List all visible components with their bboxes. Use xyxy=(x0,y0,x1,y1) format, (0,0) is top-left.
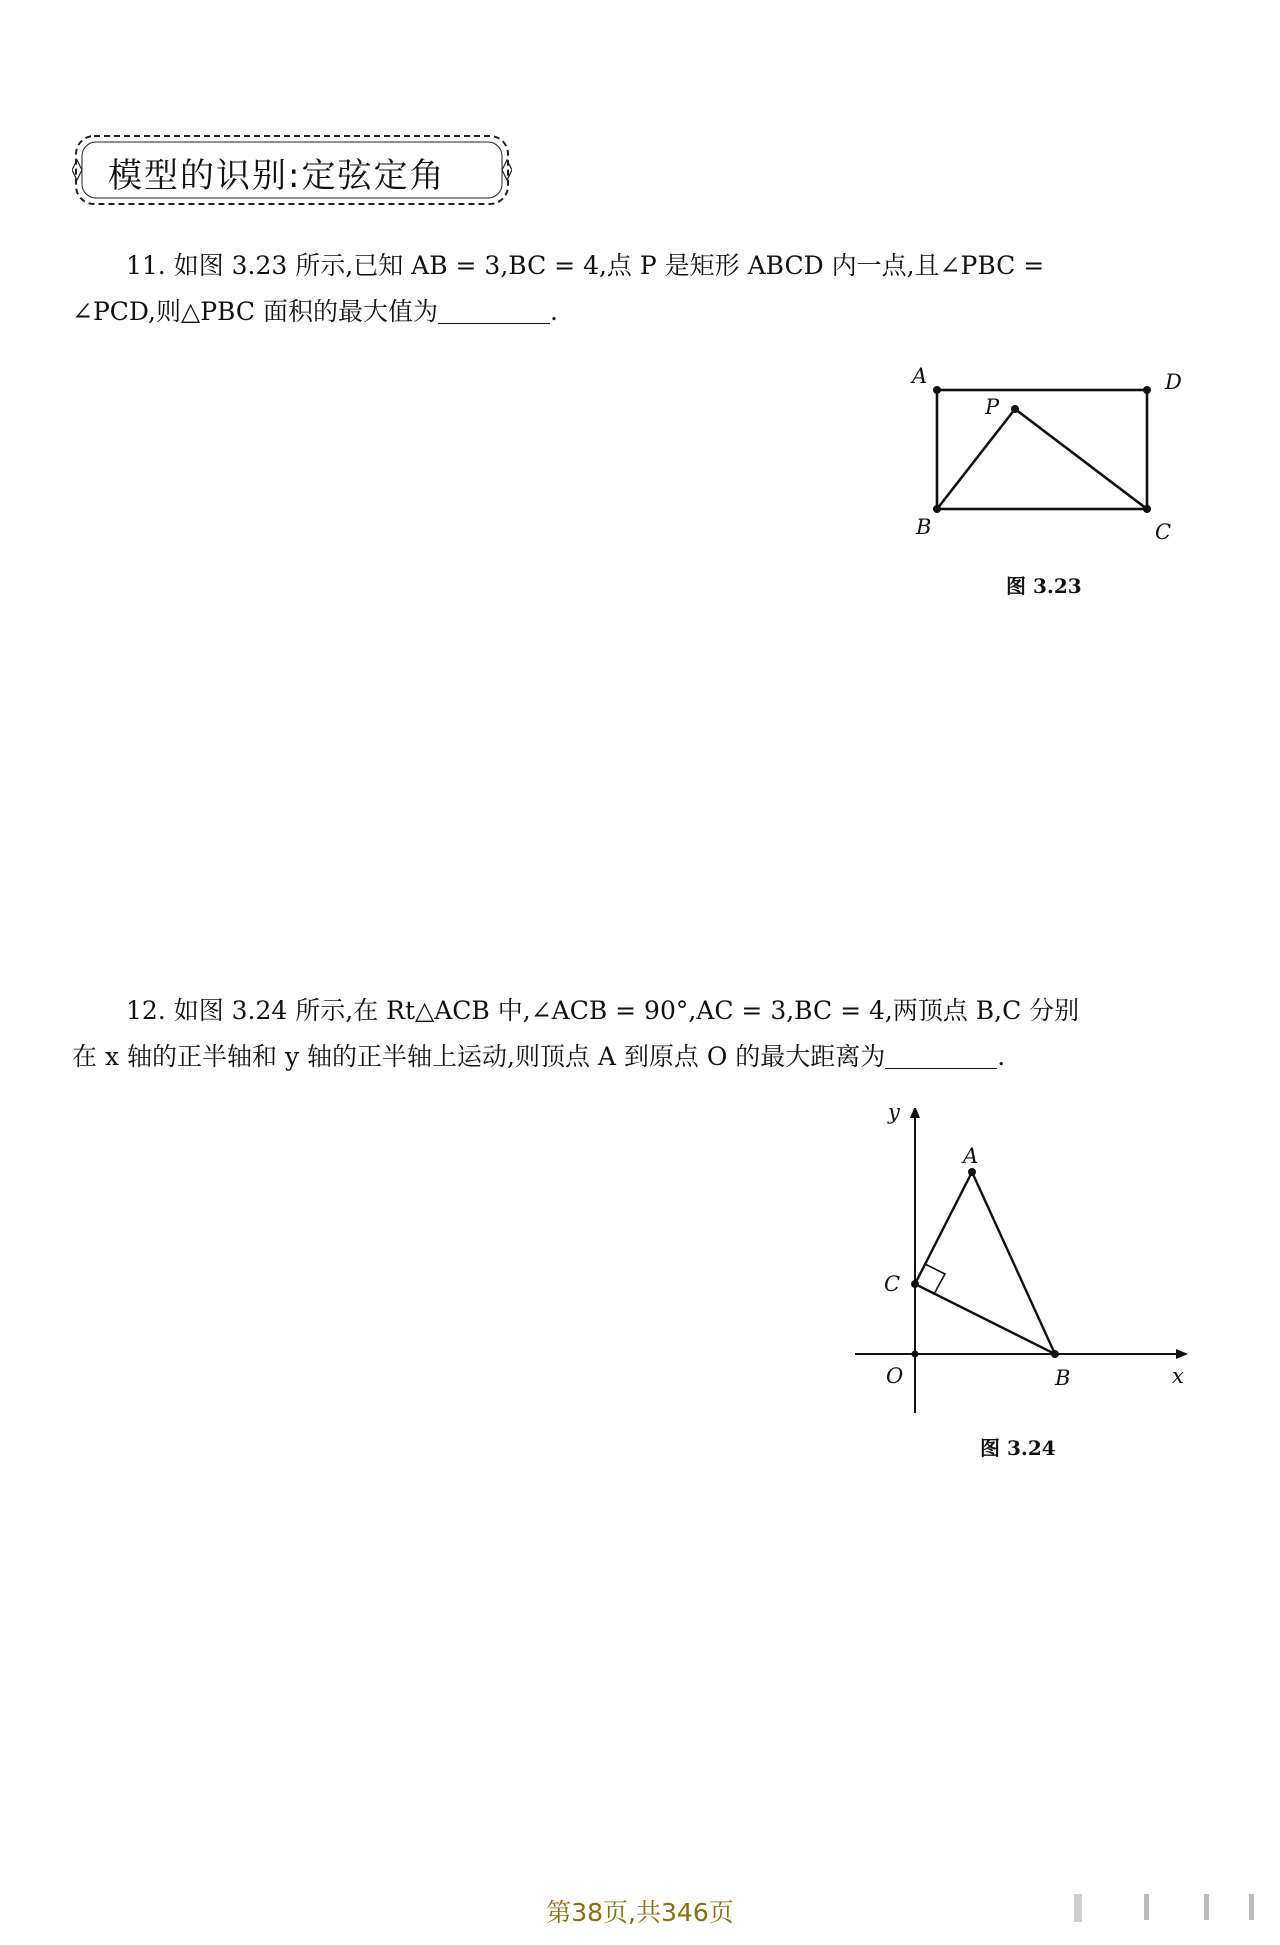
problem-12 xyxy=(72,988,1212,1080)
label-p: P xyxy=(985,395,1000,419)
label-b: B xyxy=(916,515,932,539)
figure-3-23 xyxy=(900,360,1200,600)
section-title: 模型的识别:定弦定角 xyxy=(108,156,446,196)
point-b xyxy=(933,505,941,513)
triangle-acb xyxy=(915,1172,1055,1354)
point-d xyxy=(1143,386,1151,394)
label-a: A xyxy=(963,1144,979,1168)
label-o: O xyxy=(886,1364,904,1388)
label-a: A xyxy=(912,364,928,388)
point-c xyxy=(911,1280,919,1288)
problem-12-line-2-end: . xyxy=(997,1042,1006,1071)
point-a xyxy=(968,1168,976,1176)
page-indicator: 第38页,共346页 xyxy=(546,1898,734,1927)
right-angle-marker xyxy=(915,1264,945,1294)
point-a xyxy=(933,386,941,394)
toolbar-divider-icon xyxy=(1249,1894,1254,1920)
label-d: D xyxy=(1165,370,1182,394)
figure-3-24-caption: 图 3.24 xyxy=(980,1436,1056,1460)
answer-blank-12 xyxy=(885,1042,997,1069)
toolbar-divider-icon xyxy=(1144,1894,1149,1920)
toolbar-divider-icon xyxy=(1204,1894,1209,1920)
segment-bp xyxy=(937,409,1015,509)
viewer-toolbar[interactable] xyxy=(1054,1890,1264,1924)
segment-pc xyxy=(1015,409,1147,509)
rectangle-abcd xyxy=(937,390,1147,509)
problem-11-line-2 xyxy=(72,289,1212,335)
problem-12-line-1: 12. 如图 3.24 所示,在 Rt△ACB 中,∠ACB = 90°,AC = 3,BC = 4,两顶点 B,C 分别 xyxy=(126,996,1080,1025)
label-c: C xyxy=(1155,520,1172,544)
problem-11-line-2-text: ∠PCD,则△PBC 面积的最大值为 xyxy=(72,297,438,326)
point-p xyxy=(1011,405,1019,413)
answer-blank-11 xyxy=(438,297,550,324)
label-c: C xyxy=(884,1272,901,1296)
label-y: y xyxy=(888,1100,900,1124)
point-c xyxy=(1143,505,1151,513)
problem-12-line-2-text: 在 x 轴的正半轴和 y 轴的正半轴上运动,则顶点 A 到原点 O 的最大距离为 xyxy=(72,1042,886,1071)
figure-3-23-caption: 图 3.23 xyxy=(1006,574,1082,598)
label-x: x xyxy=(1172,1364,1184,1388)
section-banner xyxy=(72,130,512,210)
point-o xyxy=(912,1351,919,1358)
problem-11 xyxy=(72,243,1212,335)
problem-11-line-2-end: . xyxy=(549,297,558,326)
point-b xyxy=(1051,1350,1059,1358)
scroll-handle-icon[interactable] xyxy=(1074,1894,1082,1922)
label-b: B xyxy=(1055,1366,1071,1390)
problem-12-line-2 xyxy=(72,1034,1212,1080)
problem-11-line-1: 11. 如图 3.23 所示,已知 AB = 3,BC = 4,点 P 是矩形 ABCD 内一点,且∠PBC = xyxy=(126,251,1045,280)
figure-3-24 xyxy=(850,1100,1200,1468)
